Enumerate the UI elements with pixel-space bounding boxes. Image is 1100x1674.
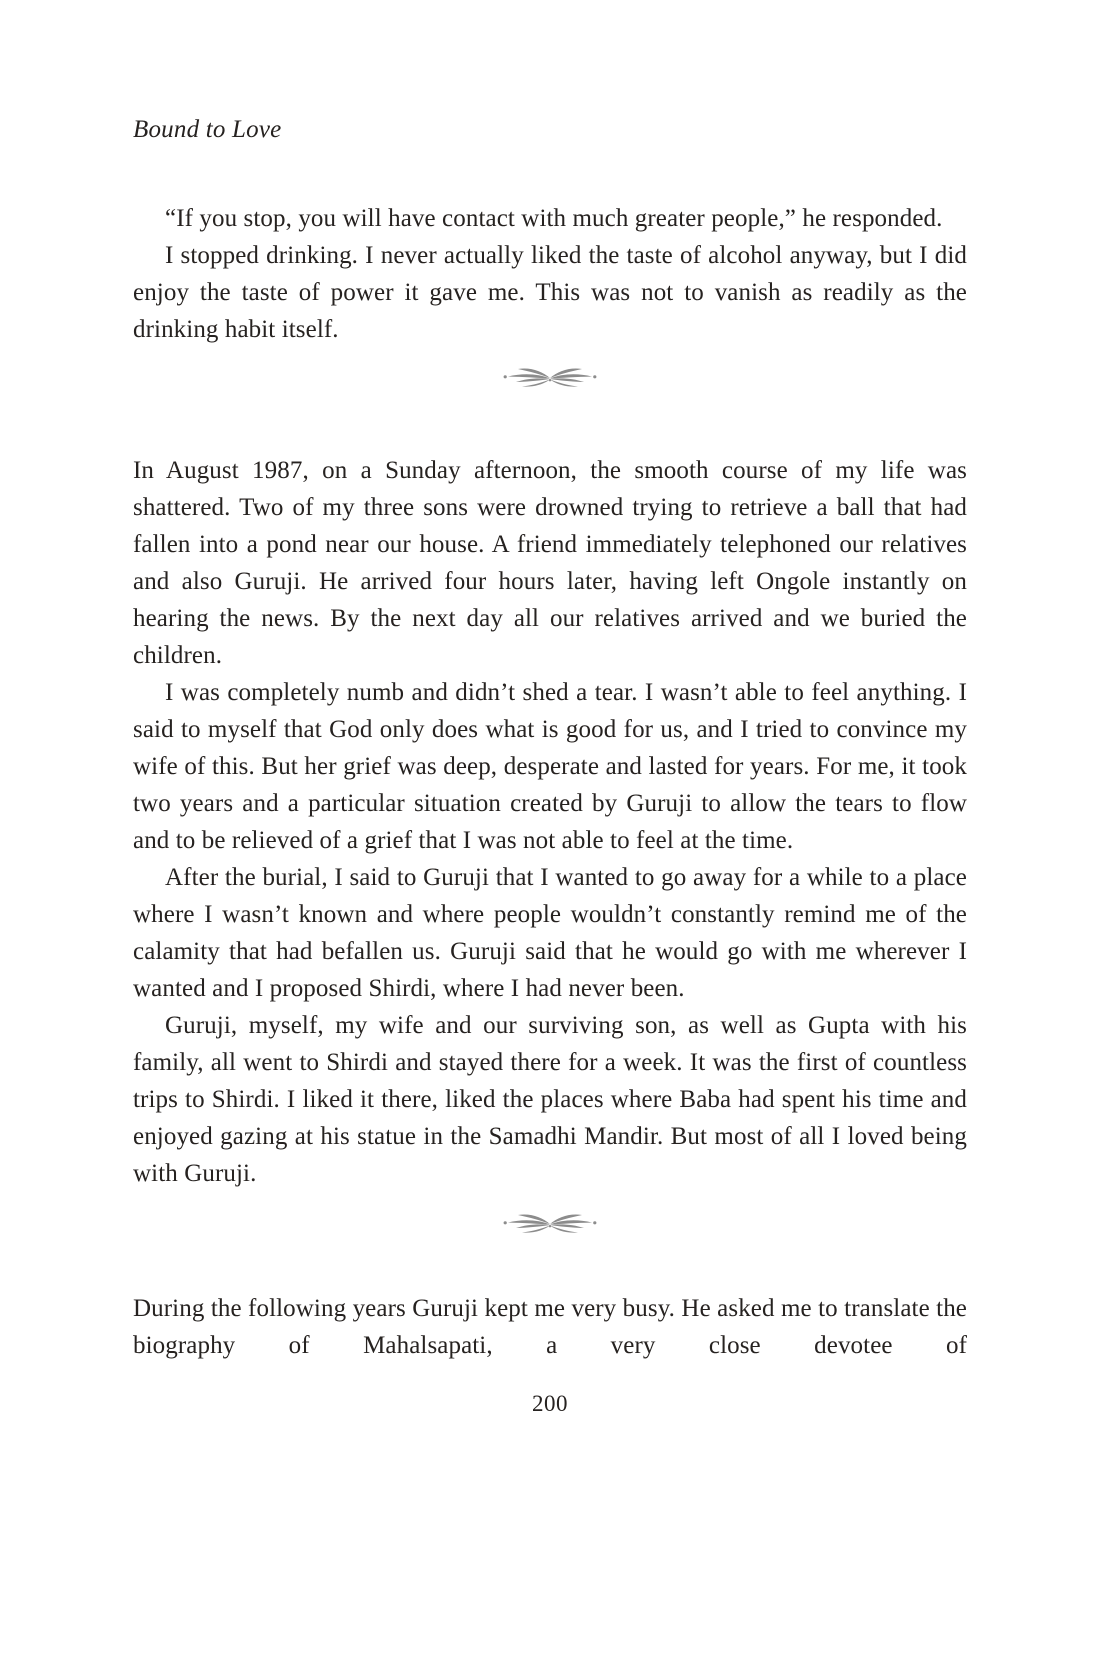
fleuron-icon xyxy=(502,364,598,392)
page-number: 200 xyxy=(532,1391,568,1416)
body-paragraph: I stopped drinking. I never actually liked the taste of alcohol anyway, but I did enjoy the taste of power it gave me. This was not to vanish as readily as the drinking habit itself. xyxy=(133,242,967,343)
body-paragraph: I was completely numb and didn’t shed a tear. I wasn’t able to feel anything. I said to myself that God only does what is good for us, and I tried to convince my wife of this. But her grief was deep, desperate and lasted for years. For me, it took two years and a particular situation created by Guruji to allow the tears to flow and to be relieved of a grief that I was not able to feel at the time. xyxy=(133,679,967,854)
body-text xyxy=(133,200,967,1364)
body-paragraph: In August 1987, on a Sunday afternoon, the smooth course of my life was shattered. Two of my three sons were drowned trying to retrieve a ball that had fallen into a pond near our house. A friend immediately telephoned our relatives and also Guruji. He arrived four hours later, having left Ongole instantly on hearing the news. By the next day all our relatives arrived and we buried the children. xyxy=(133,457,967,669)
section-divider xyxy=(133,364,967,392)
body-paragraph: “If you stop, you will have contact with much greater people,” he responded. xyxy=(165,205,943,232)
section-divider xyxy=(133,1210,967,1238)
running-header: Bound to Love xyxy=(133,116,282,143)
fleuron-icon xyxy=(502,1210,598,1238)
body-paragraph: Guruji, myself, my wife and our surviving son, as well as Gupta with his family, all went to Shirdi and stayed there for a week. It was the first of countless trips to Shirdi. I liked it there, liked the places where Baba had spent his time and enjoyed gazing at his statue in the Samadhi Mandir. But most of all I loved being with Guruji. xyxy=(133,1012,967,1187)
body-paragraph: After the burial, I said to Guruji that I wanted to go away for a while to a place where I wasn’t known and where people wouldn’t constantly remind me of the calamity that had befallen us. Guruji said that he would go with me wherever I wanted and I proposed Shirdi, where I had never been. xyxy=(133,864,967,1002)
body-paragraph: During the following years Guruji kept me very busy. He asked me to translate the biography of Mahalsapati, a very close devotee of xyxy=(133,1295,967,1359)
